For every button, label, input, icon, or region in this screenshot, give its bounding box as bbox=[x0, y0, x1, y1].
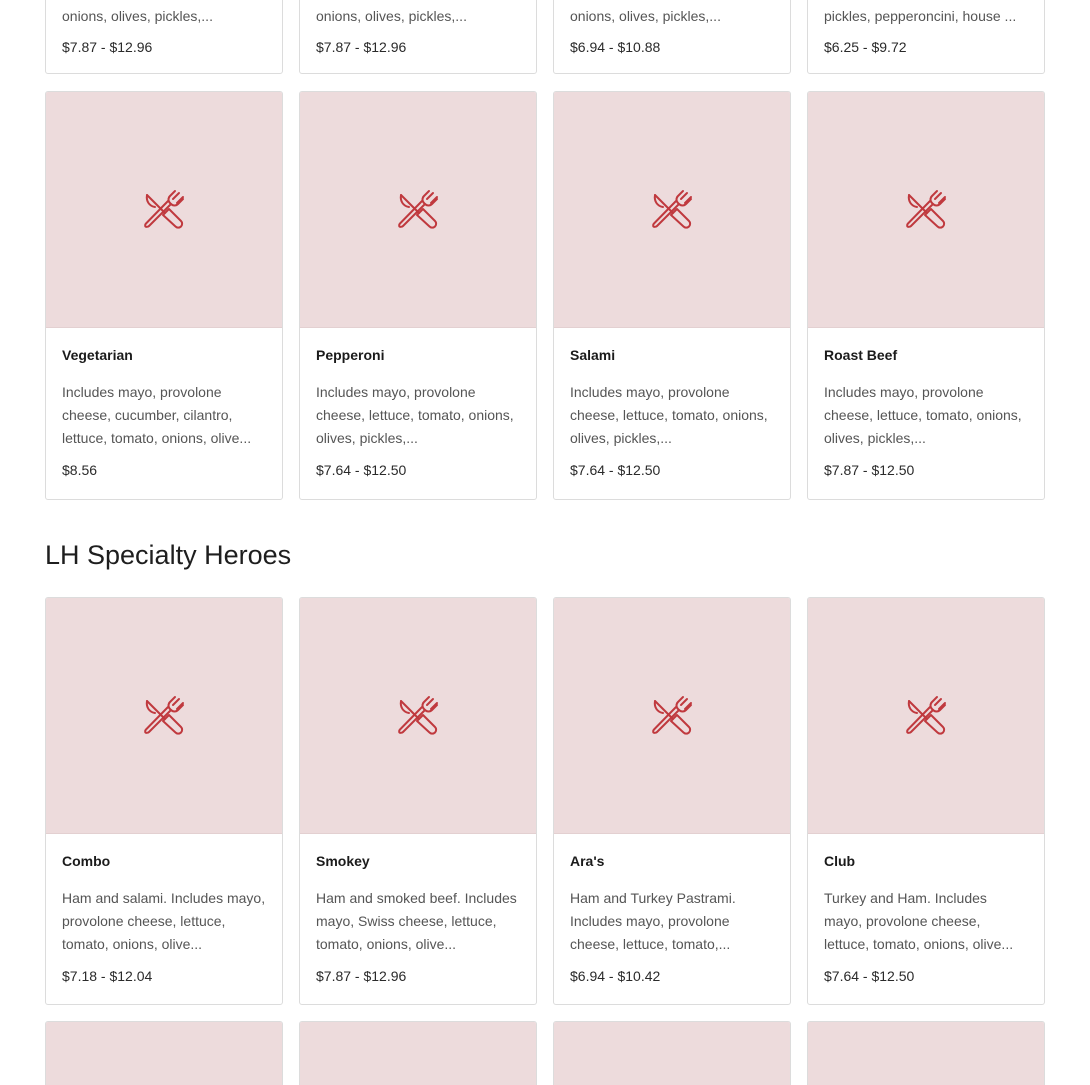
section-title: LH Specialty Heroes bbox=[45, 540, 292, 570]
item-description: Includes mayo, provolone cheese, lettuce, tomato, onions, olives, pickles,... bbox=[316, 384, 514, 446]
menu-item-card[interactable] bbox=[45, 0, 283, 74]
menu-grid bbox=[45, 91, 1045, 500]
menu-item-card-combo[interactable] bbox=[45, 597, 283, 1005]
item-image-placeholder bbox=[554, 598, 790, 834]
menu-item-card[interactable] bbox=[45, 1021, 283, 1085]
item-description: Includes mayo, provolone cheese, lettuce, tomato, onions, olives, pickles,... bbox=[570, 384, 768, 446]
menu-item-card-aras[interactable] bbox=[553, 597, 791, 1005]
item-name: Salami bbox=[570, 347, 616, 363]
item-image-placeholder bbox=[554, 92, 790, 328]
item-name: Ara's bbox=[570, 853, 605, 869]
item-image-placeholder bbox=[46, 92, 282, 328]
item-description: Includes mayo, provolone cheese, lettuce, tomato, onions, olives, pickles,... bbox=[824, 384, 1022, 446]
item-image-placeholder bbox=[808, 92, 1044, 328]
item-name: Vegetarian bbox=[62, 347, 133, 363]
item-description: Includes mayo, provolone cheese, cucumber, cilantro, lettuce, tomato, onions, olive... bbox=[62, 384, 252, 446]
item-price: $7.87 - $12.96 bbox=[316, 39, 407, 55]
utensils-icon bbox=[397, 189, 439, 231]
item-description: pickles, pepperoncini, house ... bbox=[824, 8, 1017, 24]
item-name: Smokey bbox=[316, 853, 370, 869]
menu-item-card[interactable] bbox=[807, 1021, 1045, 1085]
utensils-icon bbox=[143, 695, 185, 737]
menu-item-card-club[interactable] bbox=[807, 597, 1045, 1005]
menu-grid-bottom bbox=[45, 1021, 1045, 1085]
item-image-placeholder bbox=[300, 598, 536, 834]
utensils-icon bbox=[651, 189, 693, 231]
item-price: $7.87 - $12.96 bbox=[62, 39, 153, 55]
item-name: Club bbox=[824, 853, 856, 869]
menu-item-card[interactable] bbox=[299, 0, 537, 74]
menu-item-card-roast-beef[interactable] bbox=[807, 91, 1045, 500]
menu-item-card-pepperoni[interactable] bbox=[299, 91, 537, 500]
menu-item-card[interactable] bbox=[553, 1021, 791, 1085]
item-name: Roast Beef bbox=[824, 347, 898, 363]
item-image-placeholder bbox=[300, 92, 536, 328]
menu-item-card-smokey[interactable] bbox=[299, 597, 537, 1005]
item-description: Ham and Turkey Pastrami. Includes mayo, provolone cheese, lettuce, tomato,... bbox=[570, 890, 736, 952]
utensils-icon bbox=[397, 695, 439, 737]
item-name: Combo bbox=[62, 853, 111, 869]
utensils-icon bbox=[905, 695, 947, 737]
item-image-placeholder bbox=[554, 1022, 790, 1085]
item-price: $7.87 - $12.96 bbox=[316, 968, 407, 984]
item-description: onions, olives, pickles,... bbox=[570, 8, 721, 24]
item-price: $8.56 bbox=[62, 462, 98, 478]
item-price: $6.25 - $9.72 bbox=[824, 39, 907, 55]
menu-item-card[interactable] bbox=[807, 0, 1045, 74]
item-image-placeholder bbox=[46, 598, 282, 834]
menu-item-card[interactable] bbox=[553, 0, 791, 74]
item-price: $7.64 - $12.50 bbox=[570, 462, 661, 478]
menu-item-card-vegetarian[interactable] bbox=[45, 91, 283, 500]
item-description: Ham and salami. Includes mayo, provolone cheese, lettuce, tomato, onions, olive... bbox=[62, 890, 266, 952]
item-description: Turkey and Ham. Includes mayo, provolone cheese, lettuce, tomato, onions, olive... bbox=[824, 890, 1014, 952]
utensils-icon bbox=[143, 189, 185, 231]
item-image-placeholder bbox=[300, 1022, 536, 1085]
menu-item-card[interactable] bbox=[299, 1021, 537, 1085]
item-price: $6.94 - $10.42 bbox=[570, 968, 661, 984]
item-price: $7.64 - $12.50 bbox=[824, 968, 915, 984]
menu-grid bbox=[45, 597, 1045, 1005]
item-description: onions, olives, pickles,... bbox=[316, 8, 467, 24]
item-image-placeholder bbox=[46, 1022, 282, 1085]
item-description: Ham and smoked beef. Includes mayo, Swiss cheese, lettuce, tomato, onions, olive... bbox=[316, 890, 517, 952]
item-image-placeholder bbox=[808, 598, 1044, 834]
item-price: $6.94 - $10.88 bbox=[570, 39, 661, 55]
item-price: $7.87 - $12.50 bbox=[824, 462, 915, 478]
menu-grid-top bbox=[45, 0, 1045, 74]
item-description: onions, olives, pickles,... bbox=[62, 8, 213, 24]
item-image-placeholder bbox=[808, 1022, 1044, 1085]
utensils-icon bbox=[651, 695, 693, 737]
item-name: Pepperoni bbox=[316, 347, 385, 363]
item-price: $7.64 - $12.50 bbox=[316, 462, 407, 478]
menu-item-card-salami[interactable] bbox=[553, 91, 791, 500]
utensils-icon bbox=[905, 189, 947, 231]
item-price: $7.18 - $12.04 bbox=[62, 968, 153, 984]
